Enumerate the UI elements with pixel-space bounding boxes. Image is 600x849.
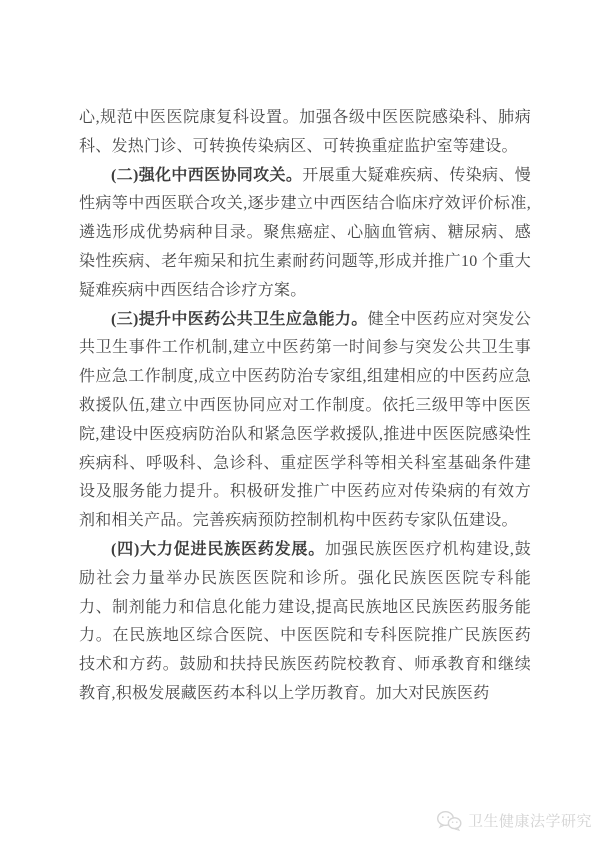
paragraph-body: 加强民族医医疗机构建设,鼓励社会力量举办民族医医院和诊所。强化民族医医院专科能力、制剂能力和信息化能力建设,提高民族地区民族医药服务能力。在民族地区综合医院、中医医院和专科医院推广民族医药技术和方药。鼓励和扶持民族医药院校教育、师承教育和继续教育,积极发展藏医药本科以上学历教育。加大对民族医药 — [79, 540, 531, 702]
paragraph-continuation — [79, 104, 531, 162]
paragraph-body: 开展重大疑难疾病、传染病、慢性病等中西医联合攻关,逐步建立中西医结合临床疗效评价标准,遴选形成优势病种目录。聚焦癌症、心脑血管病、糖尿病、感染性疾病、老年痴呆和抗生素耐药问题等,形成并推广10 个重大疑难疾病中西医结合诊疗方案。 — [79, 166, 531, 299]
wechat-icon — [436, 810, 462, 831]
paragraph-body: 心,规范中医医院康复科设置。加强各级中医医院感染科、肺病科、发热门诊、可转换传染病区、可转换重症监护室等建设。 — [79, 109, 531, 155]
watermark-label: 卫生健康法学研究 — [468, 814, 593, 830]
document-body — [79, 104, 531, 709]
paragraph-section-4 — [79, 536, 531, 709]
paragraph-section-3 — [79, 306, 531, 536]
paragraph-section-2 — [79, 162, 531, 306]
paragraph-heading: (二)强化中西医协同攻关。 — [111, 166, 303, 184]
paragraph-body: 健全中医药应对突发公共卫生事件工作机制,建立中医药第一时间参与突发公共卫生事件应急工作制度,成立中医药防治专家组,组建相应的中医药应急救援队伍,建立中西医协同应对工作制度。依托三级甲等中医医院,建设中医疫病防治队和紧急医学救援队,推进中医医院感染性疾病科、呼吸科、急诊科、重症医学科等相关科室基础条件建设及服务能力提升。积极研发推广中医药应对传染病的有效方剂和相关产品。完善疾病预防控制机构中医药专家队伍建设。 — [79, 310, 531, 530]
paragraph-heading: (四)大力促进民族医药发展。 — [111, 540, 325, 558]
paragraph-heading: (三)提升中医药公共卫生应急能力。 — [111, 310, 368, 328]
watermark — [436, 810, 592, 831]
